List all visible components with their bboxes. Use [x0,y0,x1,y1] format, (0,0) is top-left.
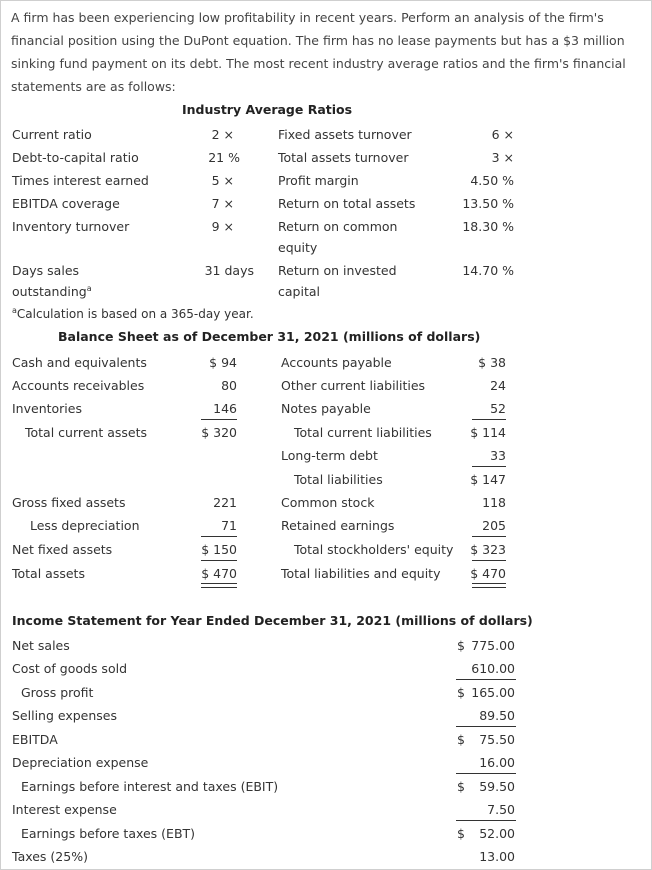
ratio-label-return-total-assets: Return on total assets [278,196,416,211]
ratios-title: Industry Average Ratios [182,102,353,117]
bs-label-inventories: Inventories [12,401,82,416]
is-value-gross-profit: 165.00 [471,685,515,700]
ratios-footnote: $^a$Calculation is based on a 365-day year. [12,306,254,321]
ratio-label-ebitda-coverage: EBITDA coverage [12,196,120,211]
is-dollar-gross-profit: $ [457,685,465,700]
ratio-label-debt-to-capital: Debt-to-capital ratio [12,150,139,165]
bs-label-receivables: Accounts receivables [12,378,145,393]
bs-label-cash: Cash and equivalents [12,355,147,370]
underline [456,726,516,727]
bs-value-long-term-debt: 33 [490,448,506,463]
ratio-value-inventory-turnover: 9 × [211,219,234,234]
bs-label-total-equity: Total stockholders' equity [294,542,454,557]
underline [472,419,506,420]
ratio-value-days-sales: 31 days [204,263,254,278]
is-dollar-ebit: $ [457,779,465,794]
is-label-ebitda: EBITDA [12,732,58,747]
bs-value-notes-payable: 52 [490,401,506,416]
is-label-ebt: Earnings before taxes (EBT) [21,826,196,841]
bs-value-gross-fixed-assets: 221 [213,495,237,510]
is-label-gross-profit: Gross profit [21,685,94,700]
bs-label-total-assets: Total assets [12,566,85,581]
ratio-value-fixed-assets-turnover: 6 × [491,127,514,142]
bs-label-notes-payable: Notes payable [281,401,371,416]
underline [201,419,237,420]
income-statement-title: Income Statement for Year Ended December 31, 2021 (millions of dollars) [12,613,533,628]
bs-label-common-stock: Common stock [281,495,375,510]
double-underline [201,583,237,588]
underline [472,560,506,561]
bs-label-gross-fixed-assets: Gross fixed assets [12,495,126,510]
is-dollar-ebitda: $ [457,732,465,747]
ratio-value-ebitda-coverage: 7 × [211,196,234,211]
underline [456,773,516,774]
underline [472,536,506,537]
bs-value-inventories: 146 [213,401,237,416]
bs-label-total-liabilities-equity: Total liabilities and equity [281,566,441,581]
bs-value-other-current-liabilities: 24 [490,378,506,393]
is-value-taxes: 13.00 [479,849,515,864]
is-value-ebitda: 75.50 [479,732,515,747]
bs-value-total-liabilities-equity: $ 470 [470,566,506,581]
bs-label-total-liabilities: Total liabilities [294,472,383,487]
underline [201,536,237,537]
is-value-ebit: 59.50 [479,779,515,794]
bs-value-retained-earnings: 205 [482,518,506,533]
is-label-taxes: Taxes (25%) [12,849,88,864]
ratio-label-days-sales-2: outstanding$^a$ [12,283,92,299]
ratio-label-profit-margin: Profit margin [278,173,359,188]
bs-value-receivables: 80 [221,378,237,393]
bs-value-total-equity: $ 323 [470,542,506,557]
ratio-label-days-sales-1: Days sales [12,263,80,278]
bs-label-net-fixed-assets: Net fixed assets [12,542,113,557]
ratio-label-roic-2: capital [278,284,320,299]
is-value-net-sales: 775.00 [471,638,515,653]
underline [456,679,516,680]
bs-value-common-stock: 118 [482,495,506,510]
underline [456,820,516,821]
bs-value-total-current-assets: $ 320 [201,425,237,440]
is-label-selling-expenses: Selling expenses [12,708,118,723]
is-dollar-net-sales: $ [457,638,465,653]
bs-value-net-fixed-assets: $ 150 [201,542,237,557]
bs-value-total-assets: $ 470 [201,566,237,581]
ratio-label-total-assets-turnover: Total assets turnover [278,150,409,165]
is-value-selling-expenses: 89.50 [479,708,515,723]
is-value-depreciation: 16.00 [479,755,515,770]
is-label-cogs: Cost of goods sold [12,661,128,676]
bs-value-cash: $ 94 [209,355,237,370]
bs-label-long-term-debt: Long-term debt [281,448,378,463]
balance-sheet-title: Balance Sheet as of December 31, 2021 (millions of dollars) [58,329,481,344]
is-value-ebt: 52.00 [479,826,515,841]
ratio-label-inventory-turnover: Inventory turnover [12,219,130,234]
footnote-marker: a [86,283,92,293]
ratio-value-debt-to-capital: 21 % [208,150,240,165]
bs-value-total-current-liabilities: $ 114 [470,425,506,440]
ratio-value-times-interest: 5 × [211,173,234,188]
bs-value-less-depreciation: 71 [221,518,237,533]
underline [201,560,237,561]
ratio-label-roic-1: Return on invested [278,263,397,278]
ratio-label-roe-2: equity [278,240,318,255]
underline [472,466,506,467]
is-label-ebit: Earnings before interest and taxes (EBIT) [21,779,279,794]
problem-intro: A firm has been experiencing low profitability in recent years. Perform an analysis of the firm's financial position using the DuPont equation. The firm has no lease payments but has a $3 million sinking fund payment on its debt. The most recent industry average ratios and the firm's financial statements are as follows: [11,10,626,94]
ratio-label-fixed-assets-turnover: Fixed assets turnover [278,127,412,142]
ratio-label-roe-1: Return on common [278,219,398,234]
bs-label-total-current-assets: Total current assets [25,425,148,440]
is-dollar-ebt: $ [457,826,465,841]
bs-label-retained-earnings: Retained earnings [281,518,395,533]
ratio-label-times-interest: Times interest earned [12,173,149,188]
bs-value-total-liabilities: $ 147 [470,472,506,487]
ratio-value-roic: 14.70 % [462,263,514,278]
is-value-interest-expense: 7.50 [487,802,515,817]
ratio-value-return-total-assets: 13.50 % [462,196,514,211]
is-label-interest-expense: Interest expense [12,802,117,817]
bs-label-accounts-payable: Accounts payable [281,355,392,370]
ratio-value-profit-margin: 4.50 % [470,173,514,188]
is-label-depreciation: Depreciation expense [12,755,149,770]
ratio-value-total-assets-turnover: 3 × [491,150,514,165]
bs-label-other-current-liabilities: Other current liabilities [281,378,426,393]
bs-label-less-depreciation: Less depreciation [30,518,140,533]
is-value-cogs: 610.00 [471,661,515,676]
ratio-value-roe: 18.30 % [462,219,514,234]
is-label-net-sales: Net sales [12,638,70,653]
ratio-label-current: Current ratio [12,127,92,142]
bs-label-total-current-liabilities: Total current liabilities [294,425,432,440]
double-underline [472,583,506,588]
ratio-value-current: 2 × [211,127,234,142]
bs-value-accounts-payable: $ 38 [478,355,506,370]
